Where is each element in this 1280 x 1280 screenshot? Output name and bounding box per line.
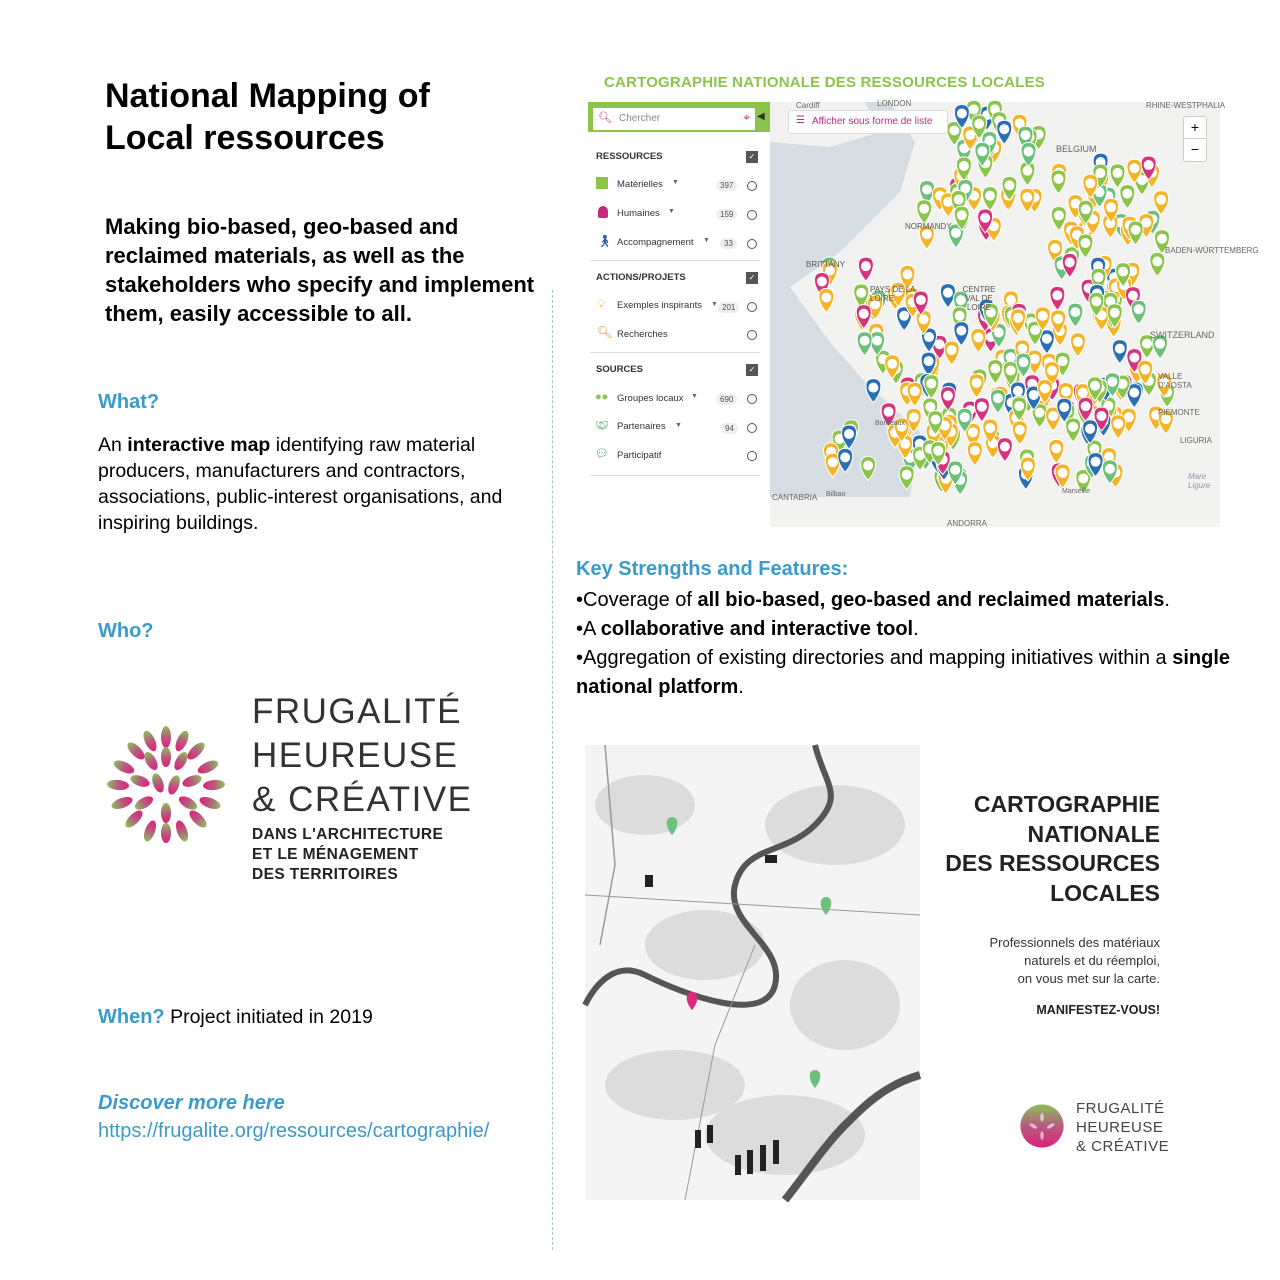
map-markers — [770, 101, 1259, 527]
map-marker-icon[interactable] — [866, 379, 881, 403]
logo-wordmark — [252, 690, 473, 822]
b2-prefix: •A — [576, 618, 601, 640]
key-bullet-1 — [576, 586, 1256, 615]
filter-humaines[interactable]: Humaines — [617, 208, 660, 219]
key-bullet-2 — [576, 615, 1256, 644]
walking-icon: 🚶︎ — [597, 234, 613, 248]
filter-exemples[interactable]: Exemples inspirants — [617, 300, 703, 311]
radio-exemples[interactable] — [747, 302, 757, 312]
radio-humaines[interactable] — [747, 210, 757, 220]
poster-sub-2: naturels et du réemploi, — [1024, 953, 1160, 968]
map-marker-icon[interactable] — [1066, 418, 1081, 442]
count-humaines: 159 — [716, 209, 737, 220]
poster-sub-1: Professionnels des matériaux — [989, 935, 1160, 950]
lightbulb-icon: 💡︎ — [597, 297, 606, 311]
place-label: Mare Ligure — [1188, 472, 1211, 490]
poster-title-2: NATIONALE — [1027, 820, 1160, 847]
when-heading: When? — [98, 1006, 165, 1028]
place-label: LIGURIA — [1180, 436, 1213, 445]
filter-materielles[interactable]: Matérielles — [617, 179, 663, 190]
radio-accompagnement[interactable] — [747, 239, 757, 249]
list-view-button[interactable] — [788, 110, 948, 134]
poster-logo-2: HEUREUSE — [1076, 1119, 1164, 1136]
map-marker-icon[interactable] — [982, 187, 997, 211]
b3-suffix: . — [738, 676, 744, 698]
intro-text: Making bio-based, geo-based and reclaimed materials, as well as the stakeholders who specify and implement them, easily accessible to all. — [105, 214, 535, 326]
map-marker-icon[interactable] — [1078, 234, 1093, 258]
place-label: PAYS DE LA LOIRE — [870, 285, 916, 303]
poster-logo-text — [1076, 1099, 1169, 1156]
what-heading: What? — [98, 391, 160, 413]
poster-map-icon — [585, 745, 920, 1200]
dropdown-icon[interactable]: ▼ — [703, 237, 710, 244]
map-marker-icon[interactable] — [838, 448, 853, 472]
map-marker-icon[interactable] — [990, 389, 1005, 413]
logo-sub3: DES TERRITOIRES — [252, 866, 399, 883]
zoom-in-button[interactable]: + — [1184, 117, 1206, 139]
map-marker-icon[interactable] — [1112, 340, 1127, 364]
map-view[interactable] — [770, 101, 1259, 527]
map-marker-icon[interactable] — [1049, 439, 1064, 463]
map-marker-icon[interactable] — [971, 328, 986, 352]
poster-title — [940, 790, 1160, 908]
map-search-input[interactable] — [591, 106, 757, 132]
map-marker-icon[interactable] — [997, 438, 1012, 462]
dropdown-icon[interactable]: ▼ — [672, 179, 679, 186]
b3-bold: single national platform — [576, 647, 1231, 698]
logo-sub1: DANS L'ARCHITECTURE — [252, 826, 444, 843]
count-partenaires: 94 — [721, 423, 738, 434]
logo-sub2: ET LE MÉNAGEMENT — [252, 846, 419, 863]
poster-title-1: CARTOGRAPHIE — [973, 791, 1160, 817]
map-marker-icon[interactable] — [899, 466, 914, 490]
materials-icon — [596, 177, 608, 189]
dropdown-icon[interactable]: ▼ — [668, 208, 675, 215]
b2-bold: collaborative and interactive tool — [600, 618, 914, 640]
b1-prefix: •Coverage of — [576, 589, 698, 611]
place-label: BRITTANY — [806, 260, 845, 269]
section-sources: SOURCES — [596, 364, 643, 375]
dropdown-icon[interactable]: ▼ — [675, 422, 682, 429]
list-view-label: Afficher sous forme de liste — [812, 116, 933, 127]
map-marker-icon[interactable] — [940, 387, 955, 411]
poster-cta: MANIFESTEZ-VOUS! — [1036, 1003, 1160, 1017]
map-marker-icon[interactable] — [1120, 185, 1135, 209]
place-label: BADEN-WÜRTTEMBERG — [1165, 246, 1259, 255]
map-marker-icon[interactable] — [1150, 252, 1165, 276]
search-placeholder: Chercher — [619, 113, 661, 124]
count-materielles: 397 — [716, 180, 737, 191]
place-label: BELGIUM — [1056, 144, 1097, 154]
place-label: LONDON — [877, 99, 912, 108]
filter-partenaires[interactable]: Partenaires — [617, 421, 666, 432]
count-exemples: 201 — [718, 302, 739, 313]
key-heading: Key Strengths and Features: — [576, 558, 849, 580]
poster-title-4: LOCALES — [1050, 879, 1160, 906]
logo-line3: & CRÉATIVE — [252, 780, 473, 819]
map-marker-icon[interactable] — [940, 284, 955, 308]
group-icon: ●● — [595, 391, 609, 403]
chat-icon: 💬︎ — [595, 448, 609, 460]
map-marker-icon[interactable] — [967, 442, 982, 466]
poster-logo-icon — [1016, 1100, 1068, 1152]
frugalite-logo-icon — [106, 725, 226, 845]
map-marker-icon[interactable] — [1068, 303, 1083, 327]
map-marker-icon[interactable] — [988, 360, 1003, 384]
research-icon: 🔍︎ — [597, 325, 613, 339]
place-label: Cardiff — [796, 101, 820, 110]
poster-sub-3: on vous met sur la carte. — [1017, 971, 1160, 986]
map-marker-icon[interactable] — [819, 289, 834, 313]
b2-suffix: . — [913, 618, 919, 640]
column-divider — [552, 290, 553, 1250]
zoom-control — [1183, 116, 1207, 162]
panel-divider — [590, 352, 760, 353]
map-marker-icon[interactable] — [1012, 421, 1027, 445]
map-marker-icon[interactable] — [1110, 164, 1125, 188]
place-label: PIEMONTE — [1158, 408, 1200, 417]
count-groupes: 690 — [716, 394, 737, 405]
handshake-icon: 🤝︎ — [595, 420, 609, 432]
filter-participatif[interactable]: Participatif — [617, 450, 662, 461]
poster-title-3: DES RESSOURCES — [945, 850, 1160, 876]
what-text — [98, 432, 538, 536]
map-marker-icon[interactable] — [1050, 286, 1065, 310]
map-marker-icon[interactable] — [1070, 333, 1085, 357]
map-marker-icon[interactable] — [969, 374, 984, 398]
map-marker-icon[interactable] — [1131, 300, 1146, 324]
radio-partenaires[interactable] — [747, 423, 757, 433]
count-accompagnement: 33 — [720, 238, 737, 249]
section-sources-checkbox[interactable]: ✓ — [746, 364, 758, 376]
radio-participatif[interactable] — [747, 451, 757, 461]
place-label: Bilbao — [826, 491, 846, 498]
map-marker-icon[interactable] — [1111, 415, 1126, 439]
map-marker-icon[interactable] — [944, 341, 959, 365]
place-label: CANTABRIA — [772, 493, 818, 502]
list-icon: ☰ — [796, 115, 805, 126]
place-label: ANDORRA — [947, 519, 988, 528]
map-marker-icon[interactable] — [974, 398, 989, 422]
map-marker-icon[interactable] — [1051, 170, 1066, 194]
what-text-prefix: An — [98, 434, 128, 456]
discover-link[interactable]: https://frugalite.org/ressources/cartographie/ — [98, 1120, 490, 1142]
key-bullets — [576, 586, 1256, 702]
panel-divider — [590, 475, 760, 476]
logo-line1: FRUGALITÉ — [252, 692, 462, 731]
when-text: Project initiated in 2019 — [164, 1006, 373, 1028]
filter-groupes[interactable]: Groupes locaux — [617, 393, 684, 404]
poster-subtitle — [940, 934, 1160, 988]
logo-line2: HEUREUSE — [252, 736, 459, 775]
who-heading: Who? — [98, 620, 154, 642]
b1-suffix: . — [1164, 589, 1170, 611]
place-label: VALLE D'AOSTA — [1158, 372, 1192, 390]
map-screenshot-title: CARTOGRAPHIE NATIONALE DES RESSOURCES LOCALES — [604, 74, 1045, 91]
section-actions: ACTIONS/PROJETS — [596, 272, 686, 283]
key-bullet-3 — [576, 644, 1256, 702]
what-text-bold: interactive map — [127, 434, 271, 456]
b1-bold: all bio-based, geo-based and reclaimed materials — [697, 589, 1165, 611]
dropdown-icon[interactable]: ▼ — [691, 393, 698, 400]
radio-materielles[interactable] — [747, 181, 757, 191]
what-text-suffix: identifying raw material producers, manufacturers and contractors, associations, public-interest organisations, and inspiring buildings. — [98, 434, 503, 534]
map-marker-icon[interactable] — [857, 332, 872, 356]
place-label: NORMANDY — [905, 222, 952, 231]
humans-icon — [598, 206, 608, 218]
place-label: RHINE-WESTPHALIA — [1146, 101, 1226, 110]
place-label: Bordeaux — [875, 420, 905, 427]
panel-divider — [590, 260, 760, 261]
section-ressources-checkbox[interactable]: ✓ — [746, 151, 758, 163]
zoom-out-button[interactable]: − — [1190, 141, 1200, 157]
dropdown-icon[interactable]: ▼ — [711, 301, 718, 308]
poster-logo-1: FRUGALITÉ — [1076, 1100, 1165, 1117]
collapse-panel-icon[interactable]: ◀ — [757, 111, 765, 122]
filter-accompagnement[interactable]: Accompagnement — [617, 237, 694, 248]
section-actions-checkbox[interactable]: ✓ — [746, 272, 758, 284]
map-marker-icon[interactable] — [858, 257, 873, 281]
discover-heading: Discover more here — [98, 1092, 285, 1114]
filter-recherches[interactable]: Recherches — [617, 329, 668, 340]
section-ressources: RESSOURCES — [596, 151, 663, 162]
when-line — [98, 1004, 373, 1030]
locate-icon[interactable]: ⌖ — [743, 110, 750, 124]
place-label: SWITZERLAND — [1150, 330, 1215, 340]
map-marker-icon[interactable] — [917, 200, 932, 224]
map-marker-icon[interactable] — [861, 456, 876, 480]
page-title: National Mapping of Local ressources — [105, 77, 430, 157]
logo-subtitle — [252, 825, 443, 885]
poster-logo-3: & CRÉATIVE — [1076, 1138, 1170, 1155]
radio-recherches[interactable] — [747, 330, 757, 340]
b3-prefix: •Aggregation of existing directories and mapping initiatives within a — [576, 647, 1173, 669]
poster-map — [585, 745, 920, 1200]
radio-groupes[interactable] — [747, 394, 757, 404]
search-icon: 🔍︎ — [598, 112, 612, 124]
place-label: CENTRE VAL DE LOIRE — [962, 285, 996, 312]
place-label: Marseille — [1062, 488, 1091, 495]
